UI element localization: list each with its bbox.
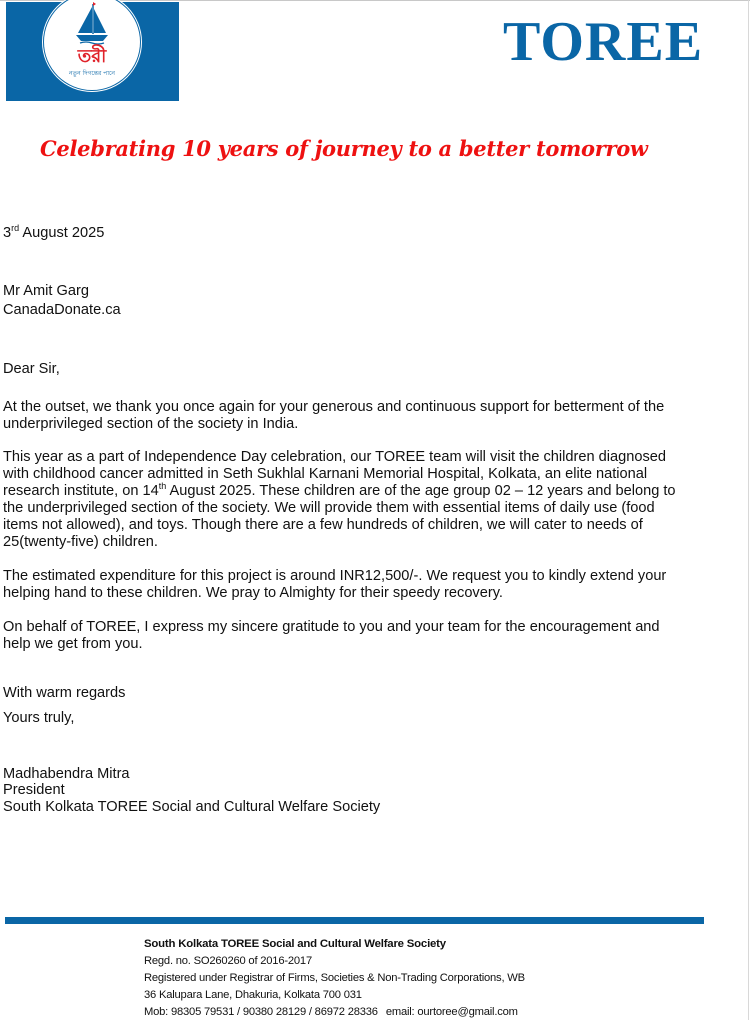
paragraph-line: 25(twenty-five) children. — [3, 534, 158, 550]
logo-emblem — [46, 0, 138, 88]
closing: With warm regards — [3, 685, 126, 701]
paragraph-line: underprivileged section of the society in India. — [3, 416, 299, 432]
recipient-name: Mr Amit Garg — [3, 283, 89, 299]
paragraph-expenditure — [3, 568, 703, 602]
footer-contact — [144, 1004, 525, 1021]
date-suffix: rd — [11, 223, 20, 233]
letter-date — [3, 225, 104, 242]
signatory-name: Madhabendra Mitra — [3, 766, 130, 782]
paragraph-gratitude — [3, 619, 703, 653]
footer-address: 36 Kalupara Lane, Dhakuria, Kolkata 700 031 — [144, 989, 362, 1001]
footer-email[interactable]: email: ourtoree@gmail.com — [385, 1006, 518, 1018]
paragraph-line: This year as a part of Independence Day celebration, our TOREE team will visit the children diagnosed — [3, 449, 667, 465]
footer-divider — [5, 917, 704, 924]
paragraph-line: with childhood cancer admitted in Seth Sukhlal Karnani Memorial Hospital, Kolkata, an elite national — [3, 466, 648, 482]
anniversary-tagline: Celebrating 10 years of journey to a better tomorrow — [40, 136, 648, 161]
footer-registration-number: Regd. no. SO260260 of 2016-2017 — [144, 955, 312, 967]
salutation: Dear Sir, — [3, 361, 60, 377]
paragraph-thanks — [3, 399, 703, 433]
logo-bengali-name: তরী — [77, 46, 107, 67]
date-rest: August 2025 — [19, 225, 105, 241]
logo-banner — [6, 2, 179, 101]
event-date-suffix: th — [158, 481, 167, 491]
logo-bengali-tagline: নতুন দিগন্তের পানে — [69, 70, 115, 77]
footer-registered-under — [144, 970, 525, 987]
paragraph-line: the underprivileged section of the society. We will provide them with essential items of daily use (food — [3, 500, 655, 516]
event-date-prefix: research institute, on 14 — [3, 483, 159, 499]
footer-mobile: Mob: 98305 79531 / 90380 28129 / 86972 28336 — [144, 1006, 378, 1018]
footer-registrar: Registrar of Firms, Societies & Non-Trading Corporations, WB — [229, 972, 525, 984]
footer-registered-prefix: Registered under — [144, 972, 230, 984]
date-day: 3 — [3, 225, 12, 241]
signatory-title: President — [3, 782, 65, 798]
paragraph-line: help we get from you. — [3, 636, 143, 652]
page-border-right — [748, 0, 749, 1020]
paragraph-line: On behalf of TOREE, I express my sincere gratitude to you and your team for the encouragement and — [3, 619, 660, 635]
paragraph-line — [3, 483, 703, 500]
brand-title: TOREE — [503, 11, 704, 73]
letterhead-footer — [144, 936, 525, 1021]
paragraph-line: helping hand to these children. We pray to Almighty for their speedy recovery. — [3, 585, 503, 601]
signatory-org: South Kolkata TOREE Social and Cultural Welfare Society — [3, 799, 381, 815]
recipient-org: CanadaDonate.ca — [3, 302, 121, 318]
footer-org-name: South Kolkata TOREE Social and Cultural Welfare Society — [144, 938, 446, 950]
sign-off: Yours truly, — [3, 710, 75, 726]
event-date-rest: August 2025. These children are of the age group 02 – 12 years and belong to — [166, 483, 676, 499]
paragraph-line: The estimated expenditure for this project is around INR12,500/-. We request you to kindly extend your — [3, 568, 667, 584]
paragraph-event-details — [3, 449, 703, 551]
paragraph-line: items not allowed), and toys. Though there are a few hundreds of children, we will cater to needs of — [3, 517, 643, 533]
paragraph-line: At the outset, we thank you once again for your generous and continuous support for betterment of the — [3, 399, 665, 415]
